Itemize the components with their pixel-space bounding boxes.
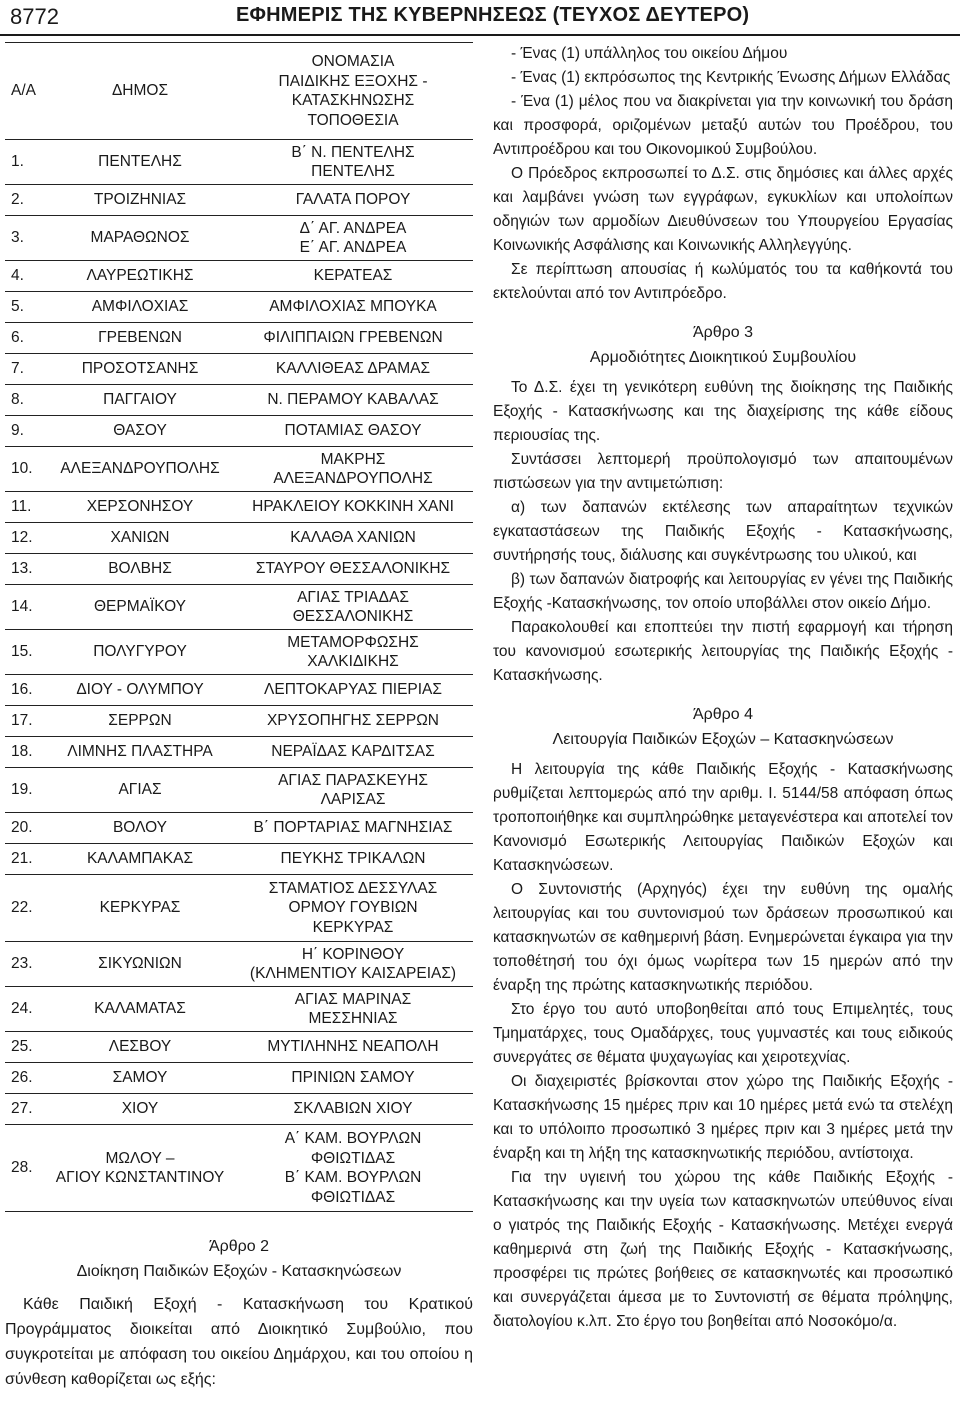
col-header-num: Α/Α	[5, 43, 47, 140]
article-2-subtitle: Διοίκηση Παιδικών Εξοχών - Κατασκηνώσεων	[76, 1263, 402, 1280]
municipality-name: ΑΛΕΞΑΝΔΡΟΥΠΟΛΗΣ	[60, 460, 220, 478]
municipality-cell	[47, 630, 233, 675]
municipality-cell	[47, 1094, 233, 1125]
camp-location-cell	[233, 1094, 473, 1125]
col-header-line: ΚΑΤΑΣΚΗΝΩΣΗΣ	[291, 92, 415, 109]
municipality-cell	[47, 554, 233, 585]
board-member-1: - Ένας (1) υπάλληλος του οικείου Δήμου	[511, 45, 788, 62]
camp-location-cell	[233, 447, 473, 492]
row-number: 22.	[5, 875, 47, 942]
camp-location-name: ΦΘΙΩΤΙΔΑΣ	[310, 1188, 396, 1206]
camp-location-cell	[233, 585, 473, 630]
row-number: 10.	[5, 447, 47, 492]
table-row	[5, 492, 473, 523]
camp-location-name: Δ΄ ΑΓ. ΑΝΔΡΕΑ	[299, 219, 407, 237]
camp-location-name: ΣΤΑΜΑΤΙΟΣ ΔΕΣΣΥΛΑΣ	[268, 879, 438, 897]
municipality-cell	[47, 216, 233, 261]
municipality-cell	[47, 1125, 233, 1212]
municipality-cell	[47, 706, 233, 737]
row-number: 19.	[5, 768, 47, 813]
camp-location-name: ΦΘΙΩΤΙΔΑΣ	[310, 1149, 396, 1167]
camp-location-name: ΠΕΥΚΗΣ ΤΡΙΚΑΛΩΝ	[280, 850, 426, 868]
camp-location-cell	[233, 942, 473, 987]
municipality-cell	[47, 987, 233, 1032]
camp-location-cell	[233, 523, 473, 554]
camp-location-cell	[233, 354, 473, 385]
camp-location-name: ΦΙΛΙΠΠΑΙΩΝ ΓΡΕΒΕΝΩΝ	[263, 329, 443, 347]
row-number: 6.	[5, 323, 47, 354]
row-number: 8.	[5, 385, 47, 416]
municipality-name: ΑΜΦΙΛΟΧΙΑΣ	[91, 298, 189, 316]
municipality-name: ΒΟΛΟΥ	[112, 819, 168, 837]
municipality-name: ΛΙΜΝΗΣ ΠΛΑΣΤΗΡΑ	[67, 743, 213, 761]
municipality-name: ΧΙΟΥ	[121, 1100, 159, 1118]
row-number: 14.	[5, 585, 47, 630]
table-row	[5, 261, 473, 292]
article-3-title: Άρθρο 3	[692, 324, 754, 341]
row-number: 16.	[5, 675, 47, 706]
camp-location-name: ΠΟΤΑΜΙΑΣ ΘΑΣΟΥ	[284, 422, 422, 440]
table-row	[5, 813, 473, 844]
camp-location-name: ΑΓΙΑΣ ΜΑΡΙΝΑΣ	[294, 990, 412, 1008]
article-4-paragraph-2: Ο Συντονιστής (Αρχηγός) έχει την ευθύνη της ομαλής λειτουργίας και του συντονισμού των δράσεων προσωπικού και κατασκηνωτών σε καθημερινή βάση. Ενημερώνεται έγκαιρα για την τοποθέτησή του όχι όμως νωρίτερα των 15 ημερών από την έναρξη της πρώτης κατασκηνωτικής περιόδου.	[493, 881, 953, 994]
table-row	[5, 385, 473, 416]
municipality-name: ΘΑΣΟΥ	[113, 422, 167, 440]
municipality-cell	[47, 1063, 233, 1094]
table-row	[5, 185, 473, 216]
row-number: 1.	[5, 140, 47, 185]
table-row	[5, 1063, 473, 1094]
camp-location-name: Ε΄ ΑΓ. ΑΝΔΡΕΑ	[299, 239, 407, 256]
table-row	[5, 1125, 473, 1212]
municipality-name: ΣΕΡΡΩΝ	[108, 712, 172, 730]
municipality-cell	[47, 585, 233, 630]
municipality-cell	[47, 768, 233, 813]
article-3-paragraph-2: Συντάσσει λεπτομερή προϋπολογισμό των απαιτουμένων πιστώσεων για την αντιμετώπιση:	[493, 451, 953, 492]
municipality-name: ΚΑΛΑΜΠΑΚΑΣ	[86, 850, 194, 868]
camp-location-name: ΚΕΡΚΥΡΑΣ	[312, 918, 394, 936]
camp-location-name: ΧΡΥΣΟΠΗΓΗΣ ΣΕΡΡΩΝ	[266, 712, 440, 730]
table-row	[5, 987, 473, 1032]
camp-location-cell	[233, 675, 473, 706]
row-number: 15.	[5, 630, 47, 675]
municipality-cell	[47, 385, 233, 416]
camps-table	[5, 42, 473, 1212]
article-3-subtitle: Αρμοδιότητες Διοικητικού Συμβουλίου	[589, 349, 857, 366]
municipality-name: ΓΡΕΒΕΝΩΝ	[98, 329, 182, 347]
article-4-paragraph-1: Η λειτουργία της κάθε Παιδικής Εξοχής - Κατασκήνωσης ρυθμίζεται λεπτομερώς από την αριθμ. Ι. 5144/58 απόφαση όπως τροποποιήθηκε και συμπληρώθηκε μεταγενέστερα και αποτελεί τον Κανονισμό Εσωτερικής Λειτουργίας Παιδικών Εξοχών και Κατασκηνώσεων.	[493, 761, 953, 874]
municipality-cell	[47, 354, 233, 385]
camp-location-cell	[233, 630, 473, 675]
camp-location-cell	[233, 1063, 473, 1094]
camp-location-cell	[233, 844, 473, 875]
row-number: 24.	[5, 987, 47, 1032]
table-header-row	[5, 43, 473, 140]
camp-location-name: ΜΕΣΣΗΝΙΑΣ	[308, 1010, 398, 1027]
municipality-cell	[47, 813, 233, 844]
board-member-2: - Ένας (1) εκπρόσωπος της Κεντρικής Ένωσης Δήμων Ελλάδας	[511, 69, 951, 86]
article-2-title: Άρθρο 2	[208, 1238, 270, 1255]
table-row	[5, 942, 473, 987]
municipality-cell	[47, 140, 233, 185]
municipality-cell	[47, 737, 233, 768]
camp-location-name: ΝΕΡΑΪΔΑΣ ΚΑΡΔΙΤΣΑΣ	[271, 743, 435, 761]
municipality-cell	[47, 492, 233, 523]
article-4-paragraph-4: Οι διαχειριστές βρίσκονται στον χώρο της Παιδικής Εξοχής - Κατασκήνωσης 15 ημέρες πριν και 10 ημέρες μετά ενώ τα στελέχη και το υπόλοιπο προσωπικό 3 ημέρες πριν και 3 ημέρες μετά την έναρξη και τη λήξη της κατασκηνωτικής περιόδου, αντίστοιχα.	[493, 1073, 953, 1162]
camp-location-name: ΜΑΚΡΗΣ	[320, 450, 386, 468]
camp-location-name: ΑΓΙΑΣ ΠΑΡΑΣΚΕΥΗΣ	[278, 771, 428, 789]
row-number: 7.	[5, 354, 47, 385]
row-number: 4.	[5, 261, 47, 292]
camp-location-cell	[233, 140, 473, 185]
camp-location-name: ΠΡΙΝΙΩΝ ΣΑΜΟΥ	[291, 1069, 415, 1087]
col-header-camp-name	[233, 43, 473, 140]
camp-location-name: ΜΥΤΙΛΗΝΗΣ ΝΕΑΠΟΛΗ	[267, 1038, 439, 1056]
municipality-cell	[47, 942, 233, 987]
camp-location-name: ΠΕΝΤΕΛΗΣ	[311, 163, 395, 180]
municipality-name: ΠΡΟΣΟΤΣΑΝΗΣ	[81, 360, 199, 378]
row-number: 9.	[5, 416, 47, 447]
municipality-name: ΠΟΛΥΓΥΡΟΥ	[93, 643, 187, 661]
municipality-cell	[47, 447, 233, 492]
article-3-paragraph-5: Παρακολουθεί και εποπτεύει την πιστή εφαρμογή και τήρηση του κανονισμού εσωτερικής λειτουργίας της Παιδικής Εξοχής - Κατασκήνωσης.	[493, 619, 953, 684]
camp-location-name: ΛΑΡΙΣΑΣ	[320, 791, 386, 808]
municipality-name: ΣΑΜΟΥ	[112, 1069, 168, 1087]
municipality-name: ΧΑΝΙΩΝ	[110, 529, 170, 547]
row-number: 20.	[5, 813, 47, 844]
municipality-cell	[47, 323, 233, 354]
camp-location-name: Ν. ΠΕΡΑΜΟΥ ΚΑΒΑΛΑΣ	[267, 391, 439, 409]
row-number: 26.	[5, 1063, 47, 1094]
table-row	[5, 523, 473, 554]
camp-location-cell	[233, 987, 473, 1032]
camp-location-name: Β΄ Ν. ΠΕΝΤΕΛΗΣ	[291, 143, 415, 161]
row-number: 13.	[5, 554, 47, 585]
camp-location-name: ΚΕΡΑΤΕΑΣ	[313, 267, 393, 285]
municipality-name: ΛΕΣΒΟΥ	[108, 1038, 172, 1056]
camp-location-name: ΚΑΛΛΙΘΕΑΣ ΔΡΑΜΑΣ	[275, 360, 431, 378]
right-column	[493, 42, 953, 1334]
gazette-title: ΕΦΗΜΕΡΙΣ ΤΗΣ ΚΥΒΕΡΝΗΣΕΩΣ (ΤΕΥΧΟΣ ΔΕΥΤΕΡΟ)	[236, 4, 750, 26]
camp-location-cell	[233, 261, 473, 292]
vice-president-paragraph: Σε περίπτωση απουσίας ή κωλύματός του τα καθήκοντά του εκτελούνται από τον Αντιπρόεδρο.	[493, 261, 953, 302]
camp-location-name: Β΄ ΚΑΜ. ΒΟΥΡΛΩΝ	[284, 1169, 422, 1186]
municipality-cell	[47, 675, 233, 706]
camp-location-name: ΘΕΣΣΑΛΟΝΙΚΗΣ	[292, 608, 414, 625]
table-row	[5, 706, 473, 737]
camp-location-cell	[233, 216, 473, 261]
municipality-cell	[47, 1032, 233, 1063]
camp-location-cell	[233, 416, 473, 447]
municipality-name: ΣΙΚΥΩΝΙΩΝ	[98, 955, 182, 973]
municipality-name: ΜΑΡΑΘΩΝΟΣ	[90, 229, 190, 247]
president-paragraph: Ο Πρόεδρος εκπροσωπεί το Δ.Σ. στις δημόσιες και άλλες αρχές και λαμβάνει γνώση των εγγράφων, εγκυκλίων και υπολοίπων οδηγιών των αρμοδίων Διευθύνσεων του Υπουργείου Εργασίας Κοινωνικής Ασφάλισης και Κοινωνικής Αλληλεγγύης.	[493, 165, 953, 254]
municipality-cell	[47, 292, 233, 323]
camp-location-cell	[233, 1125, 473, 1212]
table-row	[5, 1094, 473, 1125]
table-row	[5, 216, 473, 261]
municipality-name: ΠΑΓΓΑΙΟΥ	[103, 391, 177, 409]
camp-location-cell	[233, 875, 473, 942]
table-row	[5, 737, 473, 768]
camp-location-name: ΧΑΛΚΙΔΙΚΗΣ	[307, 653, 399, 670]
municipality-name: ΚΕΡΚΥΡΑΣ	[99, 899, 181, 917]
article-3-paragraph-1: Το Δ.Σ. έχει τη γενικότερη ευθύνη της διοίκησης της Παιδικής Εξοχής - Κατασκήνωσης και της διαχείρισης της κάθε είδους περιουσίας της.	[493, 379, 953, 444]
camp-location-cell	[233, 737, 473, 768]
row-number: 25.	[5, 1032, 47, 1063]
camp-location-name: ΑΓΙΑΣ ΤΡΙΑΔΑΣ	[297, 588, 409, 606]
camp-location-name: ΣΚΛΑΒΙΩΝ ΧΙΟΥ	[293, 1100, 413, 1118]
municipality-name: ΤΡΟΙΖΗΝΙΑΣ	[93, 191, 187, 209]
camp-location-cell	[233, 292, 473, 323]
col-header-line: ΤΟΠΟΘΕΣΙΑ	[307, 111, 399, 129]
municipality-name: ΧΕΡΣΟΝΗΣΟΥ	[86, 498, 194, 516]
municipality-name: ΛΑΥΡΕΩΤΙΚΗΣ	[86, 267, 194, 285]
camp-location-cell	[233, 813, 473, 844]
article-3-paragraph-3: α) των δαπανών εκτέλεσης των απαραίτητων τεχνικών εγκαταστάσεων της Παιδικής Εξοχής - Κατασκήνωσης, συντήρησής τους, διάλυσης και συγκέντρωσης του υλικού, και	[493, 499, 953, 564]
page-header	[0, 0, 960, 36]
row-number: 11.	[5, 492, 47, 523]
camp-location-name: ΗΡΑΚΛΕΙΟΥ ΚΟΚΚΙΝΗ ΧΑΝΙ	[252, 498, 454, 516]
table-row	[5, 323, 473, 354]
col-header-line: ΠΑΙΔΙΚΗΣ ΕΞΟΧΗΣ -	[278, 72, 428, 90]
row-number: 21.	[5, 844, 47, 875]
camp-location-cell	[233, 185, 473, 216]
table-row	[5, 875, 473, 942]
camp-location-name: ΜΕΤΑΜΟΡΦΩΣΗΣ	[287, 633, 419, 651]
table-row	[5, 630, 473, 675]
row-number: 18.	[5, 737, 47, 768]
row-number: 27.	[5, 1094, 47, 1125]
col-header-line: ΟΝΟΜΑΣΙΑ	[311, 53, 395, 70]
municipality-cell	[47, 523, 233, 554]
page-number: 8772	[10, 4, 59, 29]
article-4-title: Άρθρο 4	[692, 706, 754, 723]
camp-location-cell	[233, 1032, 473, 1063]
table-row	[5, 554, 473, 585]
camp-location-name: ΓΑΛΑΤΑ ΠΟΡΟΥ	[295, 191, 411, 209]
camp-location-cell	[233, 492, 473, 523]
row-number: 17.	[5, 706, 47, 737]
table-row	[5, 844, 473, 875]
municipality-name: ΠΕΝΤΕΛΗΣ	[98, 153, 182, 171]
table-row	[5, 1032, 473, 1063]
camp-location-name: ΑΜΦΙΛΟΧΙΑΣ ΜΠΟΥΚΑ	[269, 298, 437, 316]
municipality-cell	[47, 261, 233, 292]
table-row	[5, 292, 473, 323]
municipality-cell	[47, 875, 233, 942]
municipality-cell	[47, 185, 233, 216]
article-2-paragraph: Κάθε Παιδική Εξοχή - Κατασκήνωση του Κρατικού Προγράμματος διοικείται από Διοικητικό Συμβούλιο, που συγκροτείται με απόφαση του οικείου Δημάρχου, και του οποίου η σύνθεση καθορίζεται ως εξής:	[5, 1296, 473, 1388]
table-row	[5, 675, 473, 706]
table-row	[5, 585, 473, 630]
camp-location-cell	[233, 385, 473, 416]
table-row	[5, 416, 473, 447]
camp-location-cell	[233, 554, 473, 585]
municipality-name: ΑΓΙΟΥ ΚΩΝΣΤΑΝΤΙΝΟΥ	[55, 1169, 225, 1186]
camp-location-cell	[233, 323, 473, 354]
row-number: 23.	[5, 942, 47, 987]
article-4-paragraph-3: Στο έργο του αυτό υποβοηθείται από τους Επιμελητές, τους Τμηματάρχες, τους Ομαδάρχες, τους γυμναστές και τους ειδικούς συνεργάτες σε θέματα ψυχαγωγίας και χειροτεχνίας.	[493, 1001, 953, 1066]
camp-location-name: ΛΕΠΤΟΚΑΡΥΑΣ ΠΙΕΡΙΑΣ	[264, 681, 442, 699]
municipality-name: ΘΕΡΜΑΪΚΟΥ	[93, 598, 187, 616]
camp-location-name: ΣΤΑΥΡΟΥ ΘΕΣΣΑΛΟΝΙΚΗΣ	[255, 560, 451, 578]
board-member-3: - Ένα (1) μέλος που να διακρίνεται για την κοινωνική του δράση και προσφορά, οριζομένων μεταξύ αυτών του Προέδρου, του Αντιπροέδρου και του Οικονομικού Συμβούλου.	[493, 93, 953, 158]
row-number: 2.	[5, 185, 47, 216]
camp-location-name: ΑΛΕΞΑΝΔΡΟΥΠΟΛΗΣ	[273, 470, 433, 487]
table-row	[5, 447, 473, 492]
municipality-cell	[47, 416, 233, 447]
left-column	[5, 42, 473, 1392]
camp-location-cell	[233, 768, 473, 813]
municipality-name: ΔΙΟΥ - ΟΛΥΜΠΟΥ	[76, 681, 204, 699]
col-header-municipality: ΔΗΜΟΣ	[47, 43, 233, 140]
municipality-name: ΚΑΛΑΜΑΤΑΣ	[94, 1000, 186, 1018]
camp-location-name: Β΄ ΠΟΡΤΑΡΙΑΣ ΜΑΓΝΗΣΙΑΣ	[253, 819, 453, 837]
camp-location-name: Η΄ ΚΟΡΙΝΘΟΥ	[301, 945, 405, 963]
table-row	[5, 768, 473, 813]
camp-location-name: (ΚΛΗΜΕΝΤΙΟΥ ΚΑΙΣΑΡΕΙΑΣ)	[249, 965, 457, 982]
table-row	[5, 140, 473, 185]
row-number: 5.	[5, 292, 47, 323]
camp-location-cell	[233, 706, 473, 737]
article-3-paragraph-4: β) των δαπανών διατροφής και λειτουργίας εν γένει της Παιδικής Εξοχής -Κατασκήνωσης, τον οποίο υποβάλλει στον οικείο Δήμο.	[493, 571, 953, 612]
municipality-name: ΜΩΛΟΥ –	[105, 1149, 175, 1167]
municipality-name: ΒΟΛΒΗΣ	[108, 560, 172, 578]
camp-location-name: Α΄ ΚΑΜ. ΒΟΥΡΛΩΝ	[284, 1130, 422, 1147]
table-row	[5, 354, 473, 385]
article-4-subtitle: Λειτουργία Παιδικών Εξοχών – Κατασκηνώσεων	[552, 731, 894, 748]
row-number: 12.	[5, 523, 47, 554]
municipality-cell	[47, 844, 233, 875]
row-number: 3.	[5, 216, 47, 261]
municipality-name: ΑΓΙΑΣ	[118, 781, 162, 799]
camp-location-name: ΟΡΜΟΥ ΓΟΥΒΙΩΝ	[288, 899, 418, 917]
article-4-paragraph-5: Για την υγιεινή του χώρου της κάθε Παιδικής Εξοχής - Κατασκήνωσης και την υγεία των κατασκηνωτών υπεύθυνος είναι ο γιατρός της Παιδικής Εξοχής - Κατασκήνωσης. Μετέχει ενεργά καθημερινά στη ζωή της Παιδικής Εξοχής - Κατασκήνωσης, προσφέρει τις πρώτες βοήθειες σε κατασκηνωτές και προσωπικό και συνεργάζεται άμεσα με το Συντονιστή σε θέματα πρόληψης, διατολογίου κ.λπ. Στο έργο του βοηθείται από Νοσοκόμο/α.	[493, 1169, 953, 1330]
camp-location-name: ΚΑΛΑΘΑ ΧΑΝΙΩΝ	[290, 529, 416, 547]
row-number: 28.	[5, 1125, 47, 1212]
